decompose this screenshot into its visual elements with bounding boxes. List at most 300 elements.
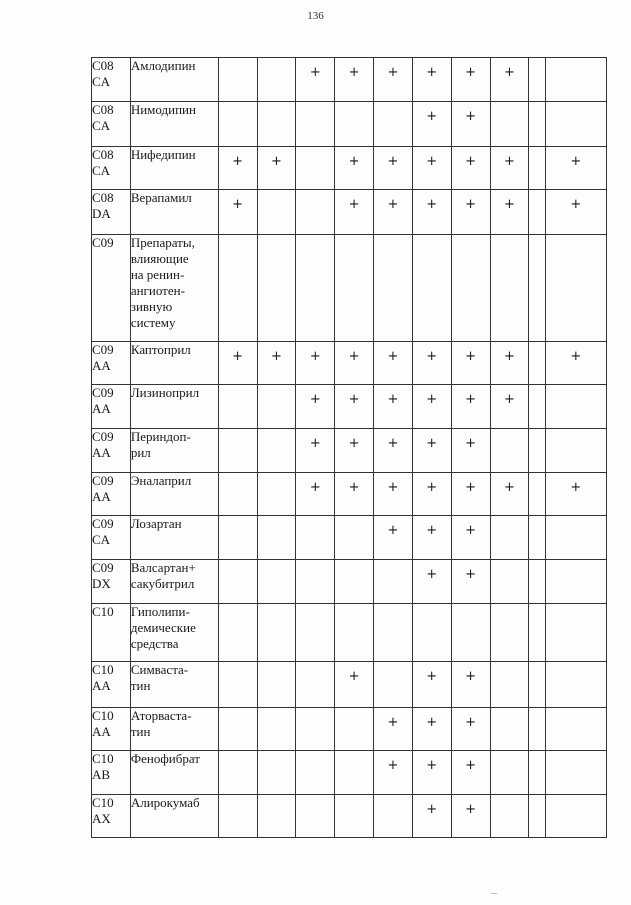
- plus-mark: +: [309, 65, 321, 80]
- mark-cell: [451, 708, 490, 751]
- mark-cell: [545, 473, 606, 516]
- mark-cell: [218, 560, 257, 604]
- plus-mark: +: [348, 349, 360, 364]
- mark-cell: [412, 516, 451, 560]
- mark-cell: [545, 342, 606, 385]
- plus-mark: +: [465, 197, 477, 212]
- table-row: [92, 235, 607, 342]
- mark-cell: [412, 429, 451, 473]
- plus-mark: +: [465, 567, 477, 582]
- plus-mark: +: [426, 567, 438, 582]
- mark-cell: [296, 235, 335, 342]
- atc-code-line: C08: [92, 102, 114, 117]
- drug-name-line: демические: [130, 620, 196, 635]
- mark-cell: [218, 429, 257, 473]
- table-row: [92, 516, 607, 560]
- atc-code-cell: [92, 795, 131, 838]
- plus-mark: +: [426, 197, 438, 212]
- plus-mark: [219, 235, 257, 242]
- mark-cell: [257, 190, 296, 235]
- atc-code-line: C08: [92, 147, 114, 162]
- plus-mark: [374, 604, 412, 611]
- mark-cell: [218, 235, 257, 342]
- plus-mark: [374, 102, 412, 109]
- plus-mark: [258, 429, 296, 436]
- mark-cell: [412, 604, 451, 662]
- plus-mark: +: [426, 109, 438, 124]
- plus-mark: +: [387, 523, 399, 538]
- mark-cell: [545, 385, 606, 429]
- atc-code-line: CA: [92, 74, 111, 89]
- drug-name-line: сакубитрил: [130, 576, 195, 591]
- plus-mark: [296, 708, 334, 715]
- mark-cell: [451, 190, 490, 235]
- mark-cell: [412, 102, 451, 147]
- plus-mark: [529, 147, 544, 154]
- plus-mark: [296, 795, 334, 802]
- plus-mark: +: [309, 480, 321, 495]
- mark-cell: [490, 102, 529, 147]
- plus-mark: [258, 190, 296, 197]
- plus-mark: +: [232, 349, 244, 364]
- atc-code-line: AA: [92, 358, 111, 373]
- mark-cell: [218, 662, 257, 708]
- atc-code-line: AA: [92, 489, 111, 504]
- plus-mark: [413, 604, 451, 611]
- plus-mark: +: [309, 436, 321, 451]
- plus-mark: [546, 385, 606, 392]
- mark-cell: [218, 385, 257, 429]
- mark-cell: [335, 560, 374, 604]
- plus-mark: [452, 604, 490, 611]
- table-row: [92, 795, 607, 838]
- mark-cell: [257, 102, 296, 147]
- mark-cell: [335, 429, 374, 473]
- mark-cell: [529, 795, 545, 838]
- plus-mark: +: [426, 523, 438, 538]
- atc-code-cell: [92, 102, 131, 147]
- mark-cell: [296, 342, 335, 385]
- plus-mark: [546, 58, 606, 65]
- mark-cell: [490, 235, 529, 342]
- plus-mark: +: [348, 436, 360, 451]
- plus-mark: +: [387, 758, 399, 773]
- mark-cell: [412, 58, 451, 102]
- mark-cell: [545, 795, 606, 838]
- page-number: 136: [307, 10, 324, 22]
- plus-mark: [219, 385, 257, 392]
- plus-mark: [529, 751, 544, 758]
- plus-mark: [546, 560, 606, 567]
- mark-cell: [412, 751, 451, 795]
- atc-code-cell: [92, 751, 131, 795]
- mark-cell: [451, 751, 490, 795]
- plus-mark: +: [270, 154, 282, 169]
- mark-cell: [545, 708, 606, 751]
- mark-cell: [374, 385, 413, 429]
- table-row: [92, 342, 607, 385]
- atc-code-cell: [92, 58, 131, 102]
- mark-cell: [490, 604, 529, 662]
- plus-mark: +: [465, 154, 477, 169]
- drug-name-line: тин: [130, 724, 151, 739]
- mark-cell: [218, 147, 257, 190]
- plus-mark: +: [465, 392, 477, 407]
- atc-code-cell: [92, 147, 131, 190]
- drug-name-line: Лизиноприл: [130, 385, 200, 400]
- plus-mark: [491, 751, 529, 758]
- plus-mark: +: [387, 392, 399, 407]
- mark-cell: [412, 190, 451, 235]
- drug-name-cell: [130, 102, 218, 147]
- plus-mark: [258, 385, 296, 392]
- plus-mark: +: [570, 480, 582, 495]
- mark-cell: [335, 385, 374, 429]
- mark-cell: [374, 190, 413, 235]
- atc-code-line: DX: [92, 576, 111, 591]
- plus-mark: [335, 604, 373, 611]
- plus-mark: [335, 751, 373, 758]
- mark-cell: [374, 429, 413, 473]
- plus-mark: +: [465, 523, 477, 538]
- mark-cell: [374, 342, 413, 385]
- plus-mark: +: [348, 392, 360, 407]
- plus-mark: +: [503, 480, 515, 495]
- plus-mark: +: [309, 349, 321, 364]
- drug-name-cell: [130, 58, 218, 102]
- mark-cell: [218, 342, 257, 385]
- plus-mark: +: [465, 669, 477, 684]
- drug-name-line: на ренин-: [130, 267, 185, 282]
- plus-mark: +: [426, 436, 438, 451]
- mark-cell: [490, 795, 529, 838]
- plus-mark: +: [570, 154, 582, 169]
- mark-cell: [218, 708, 257, 751]
- mark-cell: [257, 604, 296, 662]
- atc-code-line: C08: [92, 190, 114, 205]
- plus-mark: +: [426, 758, 438, 773]
- plus-mark: [219, 429, 257, 436]
- drug-name-cell: [130, 516, 218, 560]
- plus-mark: [258, 516, 296, 523]
- drug-name-line: рил: [130, 445, 151, 460]
- plus-mark: [491, 235, 529, 242]
- plus-mark: +: [465, 480, 477, 495]
- table-row: [92, 604, 607, 662]
- plus-mark: [529, 604, 544, 611]
- atc-code-line: C09: [92, 473, 114, 488]
- plus-mark: +: [387, 197, 399, 212]
- atc-code-line: CA: [92, 163, 111, 178]
- mark-cell: [529, 58, 545, 102]
- mark-cell: [335, 235, 374, 342]
- drug-name-line: Каптоприл: [130, 342, 191, 357]
- plus-mark: [491, 662, 529, 669]
- mark-cell: [412, 235, 451, 342]
- mark-cell: [412, 662, 451, 708]
- atc-code-line: CA: [92, 118, 111, 133]
- drug-name-line: Эналаприл: [130, 473, 192, 488]
- mark-cell: [490, 560, 529, 604]
- plus-mark: [258, 708, 296, 715]
- mark-cell: [490, 516, 529, 560]
- plus-mark: +: [232, 197, 244, 212]
- mark-cell: [296, 473, 335, 516]
- mark-cell: [335, 795, 374, 838]
- mark-cell: [335, 516, 374, 560]
- plus-mark: +: [348, 154, 360, 169]
- table-body: [92, 58, 607, 838]
- mark-cell: [412, 473, 451, 516]
- plus-mark: [529, 560, 544, 567]
- mark-cell: [296, 190, 335, 235]
- mark-cell: [257, 560, 296, 604]
- mark-cell: [296, 751, 335, 795]
- mark-cell: [529, 560, 545, 604]
- mark-cell: [451, 516, 490, 560]
- plus-mark: [219, 58, 257, 65]
- plus-mark: +: [465, 65, 477, 80]
- drug-name-cell: [130, 473, 218, 516]
- plus-mark: [491, 102, 529, 109]
- mark-cell: [412, 560, 451, 604]
- plus-mark: [529, 708, 544, 715]
- plus-mark: +: [465, 349, 477, 364]
- mark-cell: [545, 429, 606, 473]
- plus-mark: [491, 560, 529, 567]
- table-row: [92, 473, 607, 516]
- plus-mark: +: [465, 715, 477, 730]
- plus-mark: +: [270, 349, 282, 364]
- plus-mark: [374, 560, 412, 567]
- plus-mark: +: [465, 436, 477, 451]
- plus-mark: [491, 516, 529, 523]
- mark-cell: [545, 102, 606, 147]
- drug-name-line: Фенофибрат: [130, 751, 200, 766]
- mark-cell: [545, 235, 606, 342]
- plus-mark: +: [348, 65, 360, 80]
- plus-mark: [413, 235, 451, 242]
- mark-cell: [374, 147, 413, 190]
- mark-cell: [257, 342, 296, 385]
- drug-name-cell: [130, 751, 218, 795]
- plus-mark: [335, 560, 373, 567]
- plus-mark: [491, 795, 529, 802]
- drug-name-cell: [130, 795, 218, 838]
- plus-mark: +: [232, 154, 244, 169]
- table-row: [92, 662, 607, 708]
- table-row: [92, 751, 607, 795]
- mark-cell: [296, 516, 335, 560]
- plus-mark: [529, 662, 544, 669]
- plus-mark: [296, 102, 334, 109]
- table-row: [92, 429, 607, 473]
- mark-cell: [374, 751, 413, 795]
- atc-code-line: C10: [92, 751, 114, 766]
- plus-mark: [296, 604, 334, 611]
- plus-mark: [546, 708, 606, 715]
- mark-cell: [529, 473, 545, 516]
- plus-mark: +: [503, 197, 515, 212]
- plus-mark: [296, 516, 334, 523]
- plus-mark: +: [570, 349, 582, 364]
- drug-name-line: тин: [130, 678, 151, 693]
- plus-mark: [219, 662, 257, 669]
- plus-mark: [546, 235, 606, 242]
- atc-code-line: C09: [92, 560, 114, 575]
- mark-cell: [451, 795, 490, 838]
- plus-mark: +: [387, 715, 399, 730]
- mark-cell: [374, 58, 413, 102]
- mark-cell: [451, 235, 490, 342]
- plus-mark: [219, 102, 257, 109]
- mark-cell: [257, 662, 296, 708]
- plus-mark: +: [426, 669, 438, 684]
- mark-cell: [529, 102, 545, 147]
- plus-mark: [258, 795, 296, 802]
- mark-cell: [545, 190, 606, 235]
- drug-table: [91, 57, 607, 838]
- atc-code-cell: [92, 473, 131, 516]
- plus-mark: [529, 58, 544, 65]
- plus-mark: [491, 429, 529, 436]
- mark-cell: [296, 429, 335, 473]
- mark-cell: [257, 58, 296, 102]
- atc-code-cell: [92, 604, 131, 662]
- plus-mark: [335, 102, 373, 109]
- plus-mark: [529, 516, 544, 523]
- table-row: [92, 560, 607, 604]
- mark-cell: [545, 560, 606, 604]
- table-row: [92, 58, 607, 102]
- mark-cell: [529, 604, 545, 662]
- plus-mark: [335, 708, 373, 715]
- plus-mark: [546, 795, 606, 802]
- mark-cell: [490, 385, 529, 429]
- plus-mark: [546, 662, 606, 669]
- mark-cell: [257, 429, 296, 473]
- plus-mark: [296, 147, 334, 154]
- drug-name-cell: [130, 429, 218, 473]
- mark-cell: [374, 473, 413, 516]
- mark-cell: [451, 560, 490, 604]
- plus-mark: [374, 662, 412, 669]
- plus-mark: [219, 516, 257, 523]
- atc-code-cell: [92, 516, 131, 560]
- plus-mark: [219, 708, 257, 715]
- drug-name-cell: [130, 190, 218, 235]
- mark-cell: [545, 604, 606, 662]
- mark-cell: [335, 190, 374, 235]
- mark-cell: [374, 560, 413, 604]
- mark-cell: [529, 385, 545, 429]
- plus-mark: [374, 235, 412, 242]
- plus-mark: [296, 190, 334, 197]
- atc-code-line: AA: [92, 445, 111, 460]
- mark-cell: [490, 429, 529, 473]
- drug-name-line: Препараты,: [130, 235, 195, 250]
- atc-code-cell: [92, 429, 131, 473]
- plus-mark: +: [387, 436, 399, 451]
- mark-cell: [218, 751, 257, 795]
- drug-name-cell: [130, 604, 218, 662]
- plus-mark: [335, 795, 373, 802]
- mark-cell: [257, 516, 296, 560]
- atc-code-cell: [92, 190, 131, 235]
- mark-cell: [529, 516, 545, 560]
- plus-mark: [529, 235, 544, 242]
- mark-cell: [335, 662, 374, 708]
- plus-mark: [258, 58, 296, 65]
- mark-cell: [335, 751, 374, 795]
- plus-mark: [529, 429, 544, 436]
- drug-name-line: Симваста-: [130, 662, 189, 677]
- plus-mark: [546, 604, 606, 611]
- mark-cell: [529, 708, 545, 751]
- mark-cell: [451, 147, 490, 190]
- atc-code-cell: [92, 560, 131, 604]
- plus-mark: [258, 235, 296, 242]
- plus-mark: [374, 795, 412, 802]
- mark-cell: [529, 147, 545, 190]
- plus-mark: +: [426, 802, 438, 817]
- plus-mark: [546, 102, 606, 109]
- drug-name-line: Периндоп-: [130, 429, 191, 444]
- drug-name-line: Амлодипин: [130, 58, 196, 73]
- drug-name-cell: [130, 385, 218, 429]
- mark-cell: [296, 795, 335, 838]
- mark-cell: [490, 342, 529, 385]
- mark-cell: [529, 662, 545, 708]
- atc-code-line: AB: [92, 767, 111, 782]
- plus-mark: +: [426, 480, 438, 495]
- mark-cell: [218, 795, 257, 838]
- atc-code-line: AA: [92, 401, 111, 416]
- mark-cell: [296, 147, 335, 190]
- atc-code-line: CA: [92, 532, 111, 547]
- plus-mark: [219, 560, 257, 567]
- scan-mark: [491, 893, 497, 894]
- plus-mark: +: [387, 65, 399, 80]
- plus-mark: +: [387, 349, 399, 364]
- drug-name-cell: [130, 662, 218, 708]
- mark-cell: [374, 708, 413, 751]
- plus-mark: [529, 342, 544, 349]
- atc-code-line: C09: [92, 429, 114, 444]
- mark-cell: [451, 58, 490, 102]
- plus-mark: [546, 751, 606, 758]
- drug-name-line: систему: [130, 315, 176, 330]
- mark-cell: [529, 429, 545, 473]
- plus-mark: [452, 235, 490, 242]
- mark-cell: [490, 147, 529, 190]
- plus-mark: [296, 235, 334, 242]
- atc-code-cell: [92, 708, 131, 751]
- plus-mark: [296, 662, 334, 669]
- mark-cell: [451, 385, 490, 429]
- atc-code-cell: [92, 235, 131, 342]
- mark-cell: [296, 604, 335, 662]
- mark-cell: [335, 708, 374, 751]
- table-row: [92, 147, 607, 190]
- atc-code-line: C10: [92, 662, 114, 677]
- table-row: [92, 190, 607, 235]
- drug-name-line: Нимодипин: [130, 102, 196, 117]
- plus-mark: +: [426, 65, 438, 80]
- mark-cell: [374, 662, 413, 708]
- drug-name-cell: [130, 560, 218, 604]
- drug-name-line: Валсартан+: [130, 560, 196, 575]
